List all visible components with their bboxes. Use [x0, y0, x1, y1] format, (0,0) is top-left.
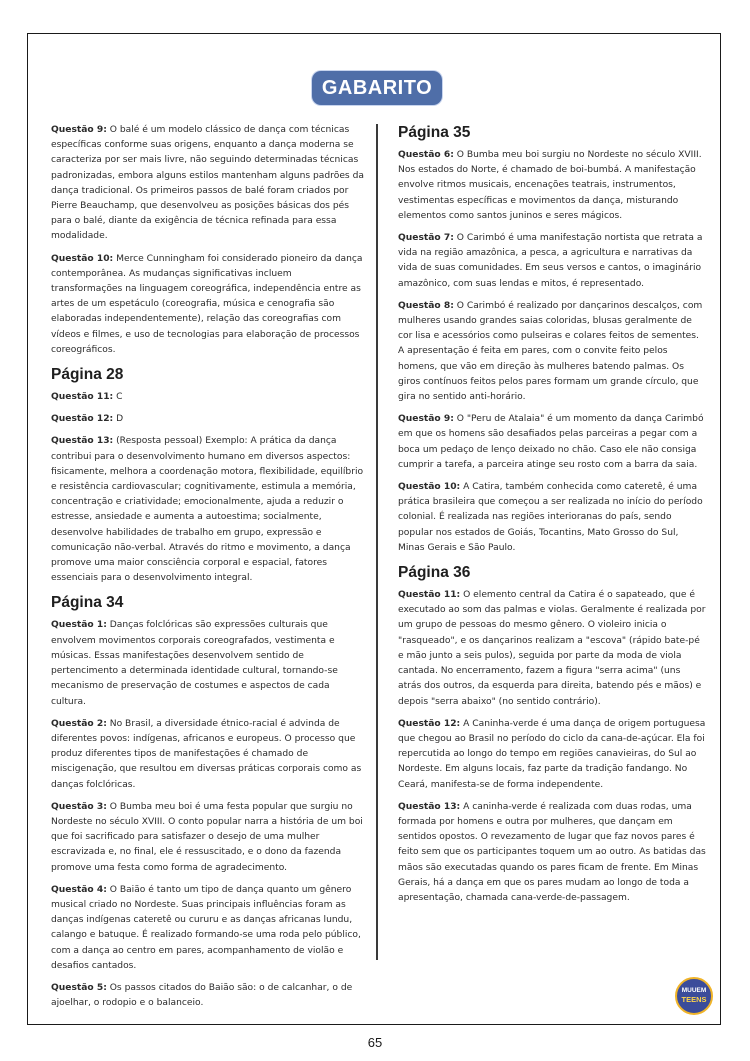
answer-paragraph	[51, 434, 364, 586]
answer-text: O Bumba meu boi surgiu no Nordeste no século XVIII. Nos estados do Norte, é chamado de boi-bumbá. A manifestação envolve ritmos musicais, encenações teatrais, instrumentos, vestimentas específicas e movimentos da dança, misturando elementos como santos juninos e seres mágicos.	[398, 150, 702, 221]
answer-paragraph	[398, 717, 706, 793]
answer-text: O Carimbó é uma manifestação nortista que retrata a vida na região amazônica, a pesca, a agricultura e narrativas da vida de suas comunidades. Em seus versos e cantos, o imaginário amazônico, com suas lendas e mitos, é representado.	[398, 233, 703, 289]
question-label: Questão 8:	[398, 300, 454, 311]
column-divider	[376, 124, 378, 960]
question-label: Questão 10:	[398, 482, 461, 493]
answer-text: O "Peru de Atalaia" é um momento da dança Carimbó em que os homens são desafiados pelas parceiras a pegar com a boca um pedaço de lenço deixado no chão. Caso ele não consiga cumprir a tarefa, a parceira atinge seu rosto com a barra da saia.	[398, 414, 704, 470]
answer-text: D	[113, 414, 124, 425]
answer-text: C	[113, 392, 123, 403]
question-label: Questão 11:	[398, 590, 461, 601]
question-label: Questão 11:	[51, 392, 114, 403]
answer-paragraph	[398, 231, 706, 292]
answer-text: Os passos citados do Baião são: o de calcanhar, o de ajoelhar, o rodopio e o balanceio.	[51, 982, 353, 1009]
answer-paragraph	[398, 588, 706, 710]
question-label: Questão 4:	[51, 884, 107, 895]
page-heading-35: Página 35	[398, 124, 471, 141]
answer-paragraph	[398, 148, 706, 224]
question-label: Questão 9:	[398, 414, 454, 425]
answer-paragraph	[51, 981, 364, 1011]
left-column	[51, 123, 364, 1018]
answer-paragraph	[398, 800, 706, 906]
question-label: Questão 2:	[51, 718, 107, 729]
question-label: Questão 10:	[51, 253, 114, 264]
answer-text: O Baião é tanto um tipo de dança quanto um gênero musical criado no Nordeste. Suas principais influências foram as danças indígenas cateretê ou cururu e as danças africanas lundu, calango e batuque. É realizado formando-se uma roda pelo público, com a dança ao centro em pares, acompanhamento de violão e desafios cantados.	[51, 884, 361, 971]
answer-paragraph	[398, 480, 706, 556]
answer-paragraph	[51, 717, 364, 793]
answer-paragraph	[51, 252, 364, 358]
question-label: Questão 5:	[51, 982, 107, 993]
question-label: Questão 9:	[51, 125, 107, 135]
answer-text: Danças folclóricas são expressões culturais que envolvem movimentos corporais coreografados, vestimenta e músicas. Essas manifestações desenvolvem sentido de pertencimento a determinada identidade cultural, tornando-se mecanismo de preservação de costumes e aspectos de cada cultura.	[51, 620, 338, 707]
logo-text-bottom: TEENS	[681, 995, 707, 1004]
answer-text: O Bumba meu boi é uma festa popular que surgiu no Nordeste no século XVIII. O conto popular narra a história de um boi que foi sacrificado para satisfazer o desejo de uma mulher escravizada e, no final, ele é ressuscitado, e o dono da fazenda promove uma festa como forma de agradecimento.	[51, 801, 363, 873]
gabarito-title-badge: GABARITO	[312, 71, 442, 105]
question-label: Questão 3:	[51, 801, 107, 812]
answer-paragraph	[51, 123, 364, 245]
answer-text: A Caninha-verde é uma dança de origem portuguesa que chegou ao Brasil no período do ciclo da cana-de-açúcar. Ela foi repercutida ao longo do tempo em regiões canavieiras, do Sul ao Nordeste. Em alguns locais, faz parte da tradição fandango. No Ceará, manifesta-se de forma independente.	[398, 718, 706, 790]
answer-text: O elemento central da Catira é o sapateado, que é executado ao som das palmas e violas. Geralmente é realizada por um grupo de pessoas do mesmo gênero. O violeiro inicia o "rasqueado", e os dançarinos realizam a "escova" (rápido bate-pé e mão junto a seis pulos), seguida por parte da moda de viola cantada. No encerramento, fazem a figura "serra acima" (uns atrás dos outros, da esquerda para direita, batendo pés e mãos) e depois "serra abaixo" (no sentido contrário).	[398, 590, 706, 707]
answer-text: A caninha-verde é realizada com duas rodas, uma formada por homens e outra por mulheres, que dançam em sentidos opostos. O revezamento de lugar que faz novos pares é feito sem que os participantes toquem um ao outro. As batidas das mãos são executadas quando os pares ficam de frente. Em Minas Gerais, há a dança em que os pares mudam ao longo de toda a apresentação, chamada cana-verde-de-passagem.	[398, 801, 706, 903]
publisher-logo	[675, 977, 713, 1015]
answer-paragraph	[51, 800, 364, 876]
answer-paragraph	[51, 390, 364, 405]
question-label: Questão 13:	[51, 436, 114, 447]
question-label: Questão 13:	[398, 801, 461, 812]
answer-text: O Carimbó é realizado por dançarinos descalços, com mulheres usando grandes saias coloridas, blusas geralmente de cor lisa e acessórios como pulseiras e colares feitos de sementes. A apresentação é feita em pares, com o convite feito pelos homens, que vão em direção às mulheres batendo palmas. Os giros contínuos feitos pelos pares formam um grande círculo, que gira no sentido anti-horário.	[398, 300, 703, 403]
answer-text: O balé é um modelo clássico de dança com técnicas específicas conforme suas origens, enquanto a dança moderna se caracteriza por ser mais livre, não seguindo determinadas técnicas padronizadas, embora alguns estilos mantenham alguns padrões da dança tradicional. Os primeiros passos de balé foram criados por Pierre Beauchamp, que desenvolveu as posições básicas dos pés para o balé, diante da exigência de técnica refinada para essa modalidade.	[51, 125, 364, 242]
page-heading-36: Página 36	[398, 564, 471, 582]
right-column	[398, 123, 706, 913]
answer-paragraph	[51, 412, 364, 427]
answer-text: (Resposta pessoal) Exemplo: A prática da dança contribui para o desenvolvimento humano em diversos aspectos: fisicamente, melhora a coordenação motora, flexibilidade, equilíbrio e resistência cardiovascular; cognitivamente, estimula a memória, concentração e criatividade; emocionalmente, ajuda a reduzir o estresse, ansiedade e aumenta a autoestima; socialmente, desenvolve habilidades de trabalho em grupo, expressão e comunicação não-verbal. Através do ritmo e movimento, a dança promove uma maior consciência corporal e espacial, fatores essenciais para o desenvolvimento integral.	[51, 436, 364, 584]
answer-text: A Catira, também conhecida como cateretê, é uma prática brasileira que começou a ser realizada no início do período colonial. É realizada nas regiões interioranas do país, sendo popular nos estados de Goiás, Tocantins, Mato Grosso do Sul, Minas Gerais e São Paulo.	[398, 482, 703, 553]
answer-paragraph	[51, 883, 364, 974]
answer-text: No Brasil, a diversidade étnico-racial é advinda de diferentes povos: indígenas, africanos e europeus. O processo que produz diferentes tipos de manifestações é chamado de miscigenação, que resultou em diversas práticas corporais como as danças folclóricas.	[51, 718, 362, 790]
question-label: Questão 1:	[51, 620, 107, 631]
page-heading-28: Página 28	[51, 366, 124, 384]
answer-text: Merce Cunningham foi considerado pioneiro da dança contemporânea. As mudanças significativas incluem transformações na linguagem coreográfica, independência entre as artes de um espetáculo (coreografia, música e cenografia são elaboradas independentemente), relação das coreografias com vídeos e filmes, e uso de tecnologias para elaboração de processos coreográficos.	[51, 253, 363, 355]
question-label: Questão 6:	[398, 150, 454, 160]
page-heading-34: Página 34	[51, 594, 124, 612]
answer-paragraph	[398, 412, 706, 473]
answer-paragraph	[51, 618, 364, 709]
question-label: Questão 7:	[398, 233, 454, 244]
page-number: 65	[367, 1035, 383, 1050]
answer-paragraph	[398, 299, 706, 405]
question-label: Questão 12:	[398, 718, 461, 729]
question-label: Questão 12:	[51, 414, 114, 425]
logo-text-top: MUUEM	[681, 987, 707, 994]
